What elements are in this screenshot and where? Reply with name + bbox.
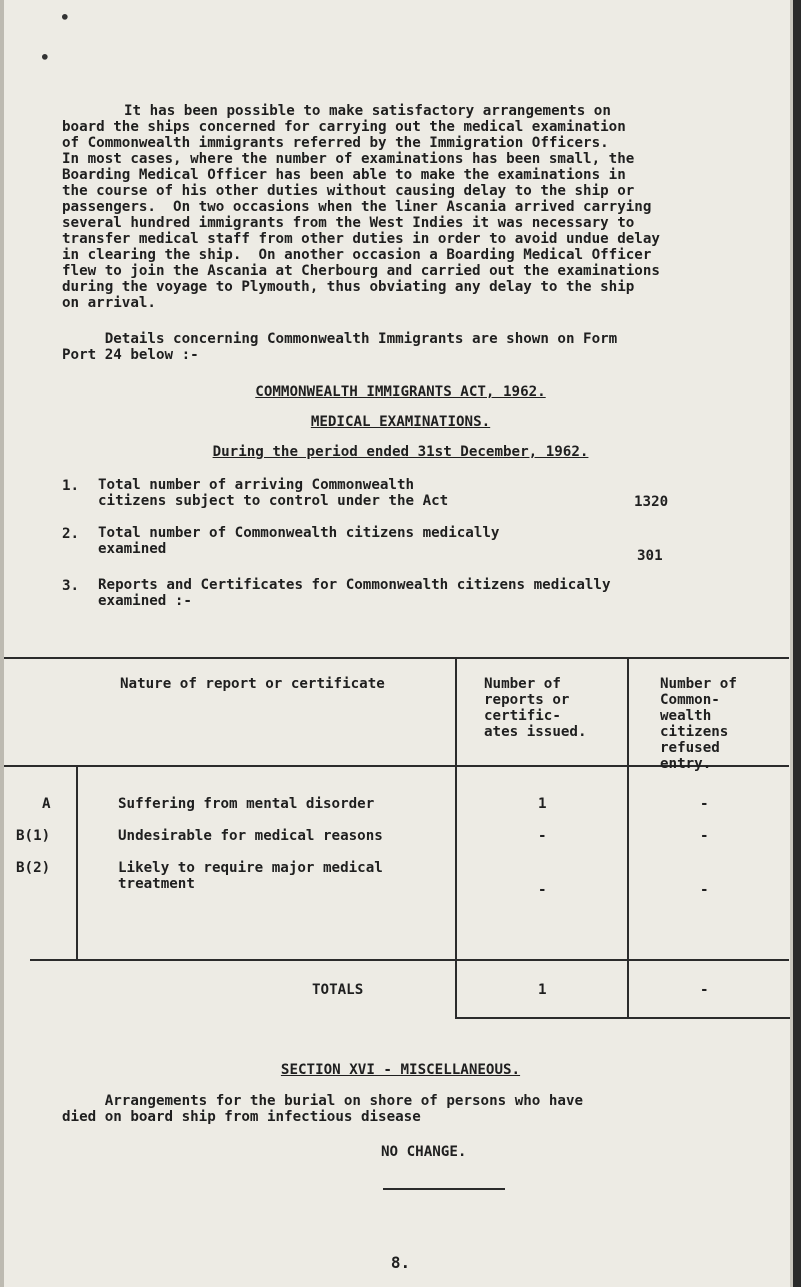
details-line: Details concerning Commonwealth Immigrants are shown on Form bbox=[62, 331, 618, 347]
table-rule bbox=[30, 959, 789, 961]
totals-refused: - bbox=[700, 982, 709, 998]
row-nature: Likely to require major medical bbox=[118, 860, 383, 876]
act-heading: COMMONWEALTH IMMIGRANTS ACT, 1962. bbox=[255, 384, 546, 400]
intro-line: on arrival. bbox=[62, 295, 156, 311]
row-nature: Undesirable for medical reasons bbox=[118, 828, 383, 844]
row-nature: treatment bbox=[118, 876, 195, 892]
table-rule bbox=[455, 657, 457, 1017]
section-line: Arrangements for the burial on shore of persons who have bbox=[62, 1093, 584, 1109]
exams-heading: MEDICAL EXAMINATIONS. bbox=[310, 414, 491, 430]
item-value: 1320 bbox=[634, 494, 669, 510]
row-code: B(1) bbox=[16, 828, 51, 844]
row-code: A bbox=[42, 796, 51, 812]
intro-line: flew to join the Ascania at Cherbourg and carried out the examinations bbox=[62, 263, 660, 279]
row-refused: - bbox=[700, 828, 709, 844]
table-rule bbox=[76, 765, 78, 959]
section-title: SECTION XVI - MISCELLANEOUS. bbox=[280, 1062, 521, 1078]
page-number: 8. bbox=[390, 1253, 411, 1272]
intro-line: Boarding Medical Officer has been able to make the examinations in bbox=[62, 167, 626, 183]
intro-line: the course of his other duties without causing delay to the ship or bbox=[62, 183, 635, 199]
intro-line: It has been possible to make satisfactory arrangements on bbox=[124, 103, 611, 119]
item-line: Total number of arriving Commonwealth bbox=[98, 477, 415, 493]
scan-left-edge bbox=[0, 0, 4, 1287]
header-refused: citizens bbox=[660, 724, 729, 740]
item-line: examined bbox=[98, 541, 167, 557]
item-line: examined :- bbox=[98, 593, 192, 609]
row-nature: Suffering from mental disorder bbox=[118, 796, 375, 812]
period-heading: During the period ended 31st December, 1962. bbox=[212, 444, 589, 460]
row-reports: - bbox=[538, 882, 547, 898]
section-status: NO CHANGE. bbox=[381, 1144, 467, 1160]
section-rule bbox=[383, 1188, 505, 1190]
item-value: 301 bbox=[637, 548, 663, 564]
scan-speck: • bbox=[60, 8, 70, 27]
table-rule bbox=[455, 1017, 790, 1019]
header-refused: entry. bbox=[660, 756, 712, 772]
item-line: Reports and Certificates for Commonwealth citizens medically bbox=[98, 577, 611, 593]
details-line: Port 24 below :- bbox=[62, 347, 199, 363]
intro-line: transfer medical staff from other duties in order to avoid undue delay bbox=[62, 231, 660, 247]
row-code: B(2) bbox=[16, 860, 51, 876]
header-reports: certific- bbox=[484, 708, 561, 724]
row-reports: 1 bbox=[538, 796, 547, 812]
header-reports: reports or bbox=[484, 692, 570, 708]
item-line: Total number of Commonwealth citizens medically bbox=[98, 525, 500, 541]
row-refused: - bbox=[700, 882, 709, 898]
item-line: citizens subject to control under the Act bbox=[98, 493, 449, 509]
header-reports: Number of bbox=[484, 676, 561, 692]
header-refused: refused bbox=[660, 740, 720, 756]
intro-line: several hundred immigrants from the West Indies it was necessary to bbox=[62, 215, 635, 231]
header-refused: wealth bbox=[660, 708, 712, 724]
section-line: died on board ship from infectious disease bbox=[62, 1109, 421, 1125]
scan-right-edge bbox=[793, 0, 801, 1287]
intro-line: during the voyage to Plymouth, thus obviating any delay to the ship bbox=[62, 279, 635, 295]
header-reports: ates issued. bbox=[484, 724, 587, 740]
item-number: 1. bbox=[62, 478, 80, 494]
intro-line: in clearing the ship. On another occasion a Boarding Medical Officer bbox=[62, 247, 652, 263]
table-rule bbox=[4, 657, 789, 659]
item-number: 3. bbox=[62, 578, 80, 594]
intro-line: board the ships concerned for carrying out the medical examination bbox=[62, 119, 626, 135]
intro-line: of Commonwealth immigrants referred by the Immigration Officers. bbox=[62, 135, 609, 151]
row-refused: - bbox=[700, 796, 709, 812]
header-refused: Number of bbox=[660, 676, 737, 692]
scan-speck: • bbox=[40, 48, 50, 67]
intro-line: passengers. On two occasions when the liner Ascania arrived carrying bbox=[62, 199, 652, 215]
item-number: 2. bbox=[62, 526, 80, 542]
intro-line: In most cases, where the number of examinations has been small, the bbox=[62, 151, 635, 167]
header-nature: Nature of report or certificate bbox=[120, 676, 385, 692]
header-refused: Common- bbox=[660, 692, 720, 708]
totals-label: TOTALS bbox=[312, 982, 364, 998]
row-reports: - bbox=[538, 828, 547, 844]
totals-reports: 1 bbox=[538, 982, 547, 998]
table-rule bbox=[627, 657, 629, 1017]
